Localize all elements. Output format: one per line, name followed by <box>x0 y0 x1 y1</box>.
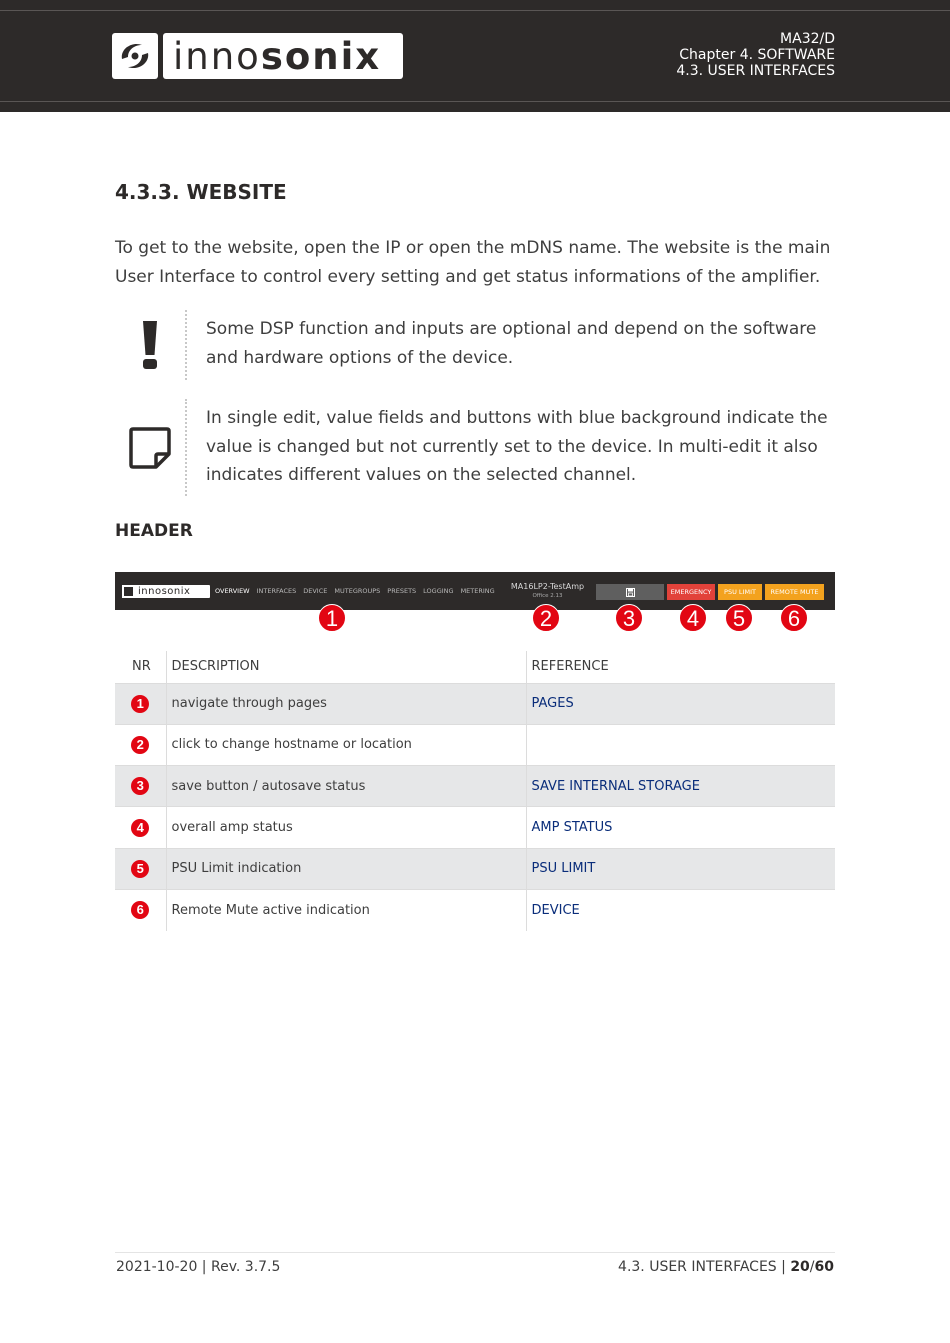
row-reference-link[interactable]: SAVE INTERNAL STORAGE <box>526 766 835 807</box>
row-description: PSU Limit indication <box>166 848 526 889</box>
row-number <box>115 683 166 724</box>
nav-mutegroups[interactable]: MUTEGROUPS <box>334 587 381 595</box>
warning-admonition <box>115 310 835 380</box>
save-button[interactable] <box>596 584 664 600</box>
row-description: overall amp status <box>166 807 526 848</box>
row-number <box>115 724 166 765</box>
footer-page-info <box>618 1259 834 1275</box>
header-meta <box>676 31 835 79</box>
nav-overview[interactable]: OVERVIEW <box>215 587 250 595</box>
psu-limit-button[interactable]: PSU LIMIT <box>718 584 762 600</box>
row-description: save button / autosave status <box>166 766 526 807</box>
column-header-description: DESCRIPTION <box>166 651 526 683</box>
reference-table <box>115 651 835 931</box>
table-row <box>115 724 835 765</box>
table-header-row <box>115 651 835 683</box>
nav-interfaces[interactable]: INTERFACES <box>256 587 297 595</box>
row-description: Remote Mute active indication <box>166 889 526 930</box>
footer-date-revision: 2021-10-20 | Rev. 3.7.5 <box>116 1259 281 1275</box>
intro-paragraph: To get to the website, open the IP or open the mDNS name. The website is the main User Interface to control every setting and get status informations of the amplifier. <box>115 238 831 287</box>
number-badge: 5 <box>131 860 149 878</box>
section-title: 4.3.3. WEBSITE <box>115 180 287 204</box>
row-reference-link[interactable]: PSU LIMIT <box>526 848 835 889</box>
location: Office 2.13 <box>532 593 563 599</box>
row-description: click to change hostname or location <box>166 724 526 765</box>
note-text: In single edit, value fields and buttons with blue background indicate the value is changed but not currently set to the device. In multi-edit it also indicates different values on the selected channel. <box>206 408 828 485</box>
note-icon <box>115 399 185 496</box>
marker-5: 5 <box>725 604 753 632</box>
page-header <box>0 0 950 112</box>
remote-mute-button[interactable]: REMOTE MUTE <box>765 584 824 600</box>
admonition-divider <box>185 310 187 380</box>
row-number <box>115 766 166 807</box>
row-number <box>115 807 166 848</box>
row-description: navigate through pages <box>166 683 526 724</box>
footer-page-separator: / <box>809 1259 815 1275</box>
note-admonition <box>115 399 835 496</box>
marker-1: 1 <box>318 604 346 632</box>
warning-text: Some DSP function and inputs are optional and depend on the software and hardware options of the device. <box>206 319 817 368</box>
logo-text-light: inno <box>173 34 261 78</box>
row-reference-link[interactable]: DEVICE <box>526 889 835 930</box>
hostname-block[interactable] <box>505 582 590 600</box>
header-rule-top <box>0 10 950 11</box>
web-logo-text: innosonix <box>138 585 191 597</box>
brand-logo <box>112 33 403 79</box>
save-icon <box>626 588 635 597</box>
chapter-label: Chapter 4. SOFTWARE <box>679 47 835 63</box>
marker-6: 6 <box>780 604 808 632</box>
nav-presets[interactable]: PRESETS <box>387 587 417 595</box>
number-badge: 4 <box>131 819 149 837</box>
hostname: MA16LP2-TestAmp <box>510 582 585 591</box>
exclamation-icon <box>115 310 185 380</box>
emergency-button[interactable]: EMERGENCY <box>667 584 715 600</box>
footer-section: 4.3. USER INTERFACES | <box>618 1259 791 1275</box>
marker-3: 3 <box>615 604 643 632</box>
admonition-divider <box>185 399 187 496</box>
footer-page-total: 60 <box>814 1259 834 1275</box>
web-header-screenshot <box>115 572 835 610</box>
row-reference-link[interactable]: PAGES <box>526 683 835 724</box>
number-badge: 2 <box>131 736 149 754</box>
table-row <box>115 683 835 724</box>
row-number <box>115 848 166 889</box>
footer-page-number: 20 <box>790 1259 810 1275</box>
web-nav <box>215 586 495 596</box>
row-reference-link[interactable]: AMP STATUS <box>526 807 835 848</box>
nav-device[interactable]: DEVICE <box>303 587 328 595</box>
row-reference-link <box>526 724 835 765</box>
logo-text-bold: sonix <box>260 34 382 78</box>
number-badge: 3 <box>131 777 149 795</box>
web-logo[interactable] <box>122 585 210 598</box>
number-badge: 1 <box>131 695 149 713</box>
logo-swirl-icon <box>112 33 158 79</box>
table-row <box>115 889 835 930</box>
header-rule-bottom <box>0 101 950 102</box>
column-header-reference: REFERENCE <box>526 651 835 683</box>
logo-wordmark <box>163 33 403 79</box>
row-number <box>115 889 166 930</box>
table-row <box>115 807 835 848</box>
number-badge: 6 <box>131 901 149 919</box>
marker-4: 4 <box>679 604 707 632</box>
web-logo-swirl-icon <box>122 585 135 598</box>
header-subheading: HEADER <box>115 521 193 541</box>
section-label: 4.3. USER INTERFACES <box>676 63 835 79</box>
column-header-nr: NR <box>132 659 151 675</box>
footer-rule <box>115 1252 835 1253</box>
table-row <box>115 766 835 807</box>
nav-logging[interactable]: LOGGING <box>423 587 454 595</box>
table-row <box>115 848 835 889</box>
doc-id: MA32/D <box>780 31 835 47</box>
nav-metering[interactable]: METERING <box>460 587 495 595</box>
marker-2: 2 <box>532 604 560 632</box>
